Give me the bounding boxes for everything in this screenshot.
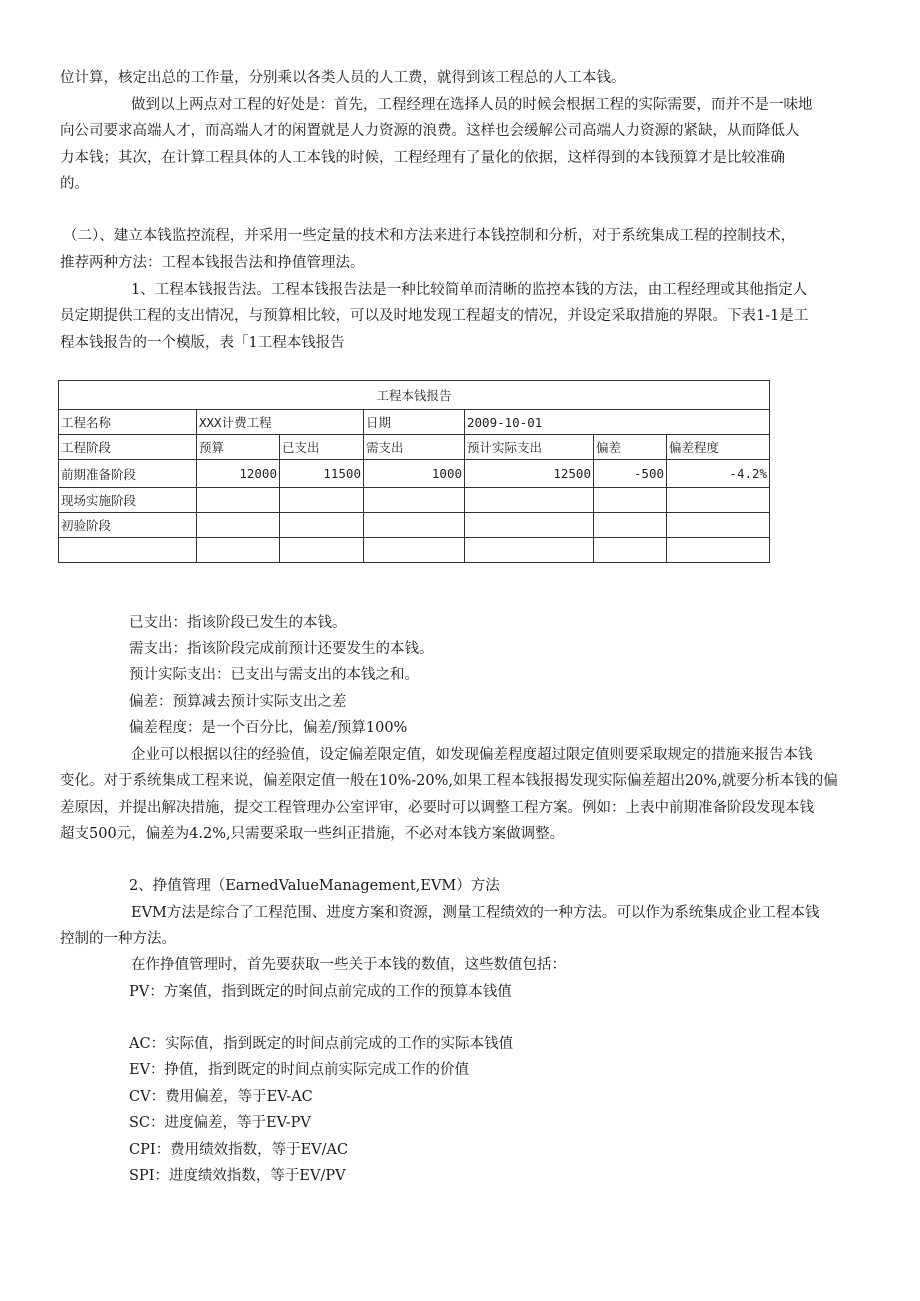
date-value: 2009-10-01 <box>465 410 770 435</box>
evm-term: SPI：进度绩效指数，等于EV/PV <box>129 1168 346 1184</box>
table-cell <box>364 538 465 563</box>
paragraph-line: 控制的一种方法。 <box>60 931 176 947</box>
table-cell <box>667 513 770 538</box>
section-heading: （二）、建立本钱监控流程，并采用一些定量的技术和方法来进行本钱控制和分析，对于系统集成工程的控制技术， <box>63 228 796 244</box>
paragraph-line: 变化。对于系统集成工程来说，偏差限定值一般在10%-20%,如果工程本钱报揭发现实际偏差超出20%,就要分析本钱的偏 <box>60 773 838 789</box>
header-cell: 已支出 <box>280 435 364 460</box>
table-cell <box>280 488 364 513</box>
header-cell: 预计实际支出 <box>465 435 594 460</box>
paragraph-line: 企业可以根据以往的经验值，设定偏差限定值，如发现偏差程度超过限定值则要采取规定的措施来报告本钱 <box>131 747 813 763</box>
table-cell <box>364 513 465 538</box>
header-cell: 偏差程度 <box>667 435 770 460</box>
header-cell: 偏差 <box>594 435 667 460</box>
table-cell <box>594 488 667 513</box>
table-row <box>59 488 770 513</box>
definition-line: 需支出：指该阶段完成前预计还要发生的本钱。 <box>129 641 434 657</box>
paragraph-line: 超支500元，偏差为4.2%,只需要采取一些纠正措施，不必对本钱方案做调整。 <box>60 826 565 842</box>
evm-term: CPI：费用绩效指数，等于EV/AC <box>129 1142 349 1158</box>
evm-term: AC：实际值，指到既定的时间点前完成的工作的实际本钱值 <box>129 1036 514 1052</box>
table-cell <box>465 488 594 513</box>
paragraph-line: 1、工程本钱报告法。工程本钱报告法是一种比较简单而清晰的监控本钱的方法，由工程经理或其他指定人 <box>131 282 808 298</box>
definition-line: 偏差：预算减去预计实际支出之差 <box>129 694 347 710</box>
paragraph-line: 员定期提供工程的支出情况，与预算相比较，可以及时地发现工程超支的情况，并设定采取措施的界限。下表1-1是工 <box>60 308 809 324</box>
table-cell: 11500 <box>280 460 364 488</box>
table-cell <box>197 488 280 513</box>
table-header-row <box>59 435 770 460</box>
evm-heading: 2、挣值管理（EarnedValueManagement,EVM）方法 <box>129 878 500 894</box>
table-cell: 12000 <box>197 460 280 488</box>
table-title: 工程本钱报告 <box>59 381 770 410</box>
table-row <box>59 538 770 563</box>
paragraph-line: 位计算，核定出总的工作量，分别乘以各类人员的人工费，就得到该工程总的人工本钱。 <box>60 70 626 86</box>
cost-report-table <box>58 380 770 563</box>
table-cell: 前期准备阶段 <box>59 460 197 488</box>
table-cell: 初验阶段 <box>59 513 197 538</box>
paragraph-line: 做到以上两点对工程的好处是：首先，工程经理在选择人员的时候会根据工程的实际需要，而并不是一味地 <box>131 97 813 113</box>
table-cell <box>594 513 667 538</box>
table-cell <box>197 538 280 563</box>
definition-line: 偏差程度：是一个百分比，偏差/预算100% <box>129 720 408 736</box>
table-row <box>59 513 770 538</box>
evm-term: CV：费用偏差，等于EV-AC <box>129 1089 313 1105</box>
paragraph-line: 在作挣值管理时，首先要获取一些关于本钱的数值，这些数值包括： <box>131 957 566 973</box>
table-cell <box>364 488 465 513</box>
header-cell: 需支出 <box>364 435 465 460</box>
table-cell: -4.2% <box>667 460 770 488</box>
table-cell <box>465 513 594 538</box>
date-label: 日期 <box>364 410 465 435</box>
project-name-value: XXX计费工程 <box>197 410 364 435</box>
table-cell <box>594 538 667 563</box>
header-cell: 工程阶段 <box>59 435 197 460</box>
table-cell <box>280 538 364 563</box>
table-cell <box>59 538 197 563</box>
table-cell: 12500 <box>465 460 594 488</box>
evm-term: EV：挣值，指到既定的时间点前实际完成工作的价值 <box>129 1062 470 1078</box>
table-cell: 1000 <box>364 460 465 488</box>
paragraph-line: EVM方法是综合了工程范围、进度方案和资源，测量工程绩效的一种方法。可以作为系统集成企业工程本钱 <box>131 905 820 921</box>
paragraph-line: 的。 <box>60 176 89 192</box>
paragraph-line: 推荐两种方法：工程本钱报告法和挣值管理法。 <box>60 255 365 271</box>
paragraph-line: 力本钱；其次，在计算工程具体的人工本钱的时候，工程经理有了量化的依据，这样得到的本钱预算才是比较准确 <box>60 150 785 166</box>
table-cell: 现场实施阶段 <box>59 488 197 513</box>
table-row <box>59 460 770 488</box>
paragraph-line: 差原因，并提出解决措施，提交工程管理办公室评审，必要时可以调整工程方案。例如：上表中前期准备阶段发现本钱 <box>60 800 814 816</box>
table-cell <box>667 538 770 563</box>
evm-term: SC：进度偏差，等于EV-PV <box>129 1115 311 1131</box>
table-cell <box>197 513 280 538</box>
cost-report-table-wrap <box>58 380 770 562</box>
definition-line: 已支出：指该阶段已发生的本钱。 <box>129 615 347 631</box>
evm-term: PV：方案值，指到既定的时间点前完成的工作的预算本钱值 <box>129 984 512 1000</box>
table-cell <box>280 513 364 538</box>
header-cell: 预算 <box>197 435 280 460</box>
paragraph-line: 向公司要求高端人才，而高端人才的闲置就是人力资源的浪费。这样也会缓解公司高端人力资源的紧缺，从而降低人 <box>60 123 800 139</box>
project-name-label: 工程名称 <box>59 410 197 435</box>
definition-line: 预计实际支出：已支出与需支出的本钱之和。 <box>129 667 419 683</box>
table-cell <box>465 538 594 563</box>
table-cell <box>667 488 770 513</box>
paragraph-line: 程本钱报告的一个模版，表「1工程本钱报告 <box>60 335 345 351</box>
table-cell: -500 <box>594 460 667 488</box>
